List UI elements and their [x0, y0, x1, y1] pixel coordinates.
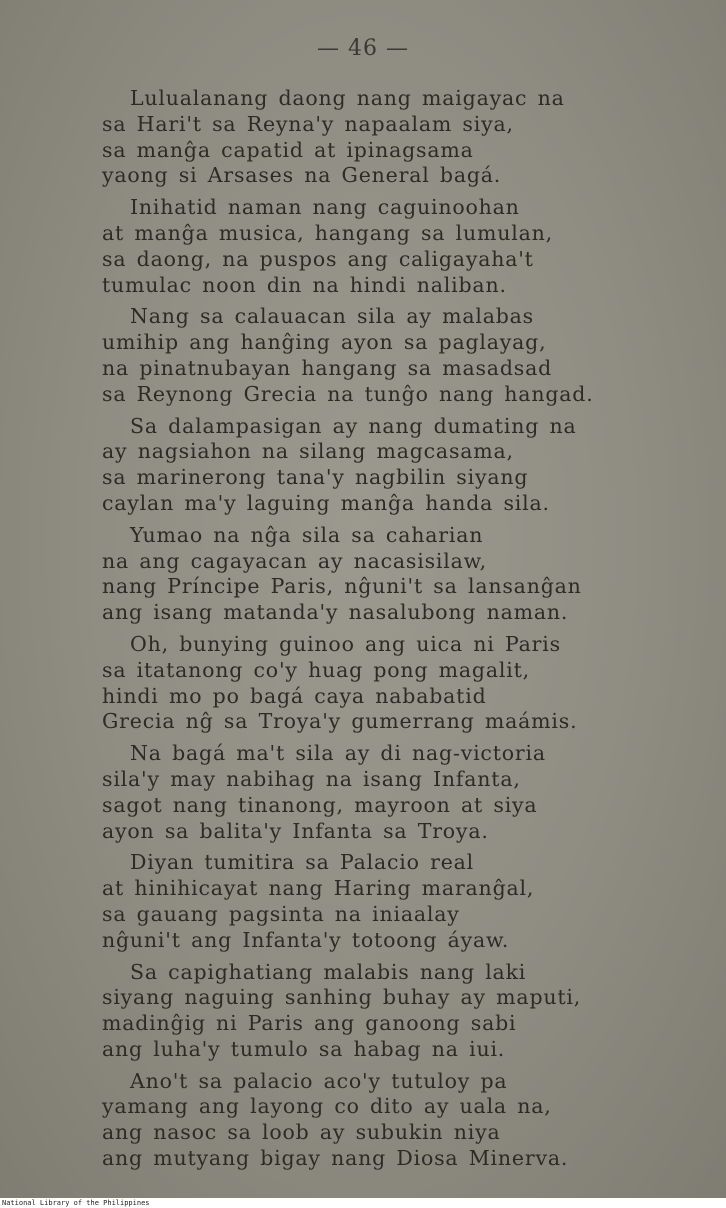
verse-line: Lulualanang daong nang maigayac na [130, 86, 565, 110]
verse-line: Sa capighatiang malabis nang laki [130, 959, 527, 984]
verse-line: nĝuni't ang Infanta'y totoong áyaw. [102, 927, 510, 952]
stanza [102, 741, 662, 844]
verse-line: sagot nang tinanong, mayroon at siya [102, 792, 538, 817]
verse-line: Diyan tumitira sa Palacio real [130, 850, 475, 875]
verse-line: ang luha'y tumulo sa habag na iui. [102, 1036, 506, 1061]
verse-line: ang isang matanda'y nasalubong naman. [102, 600, 569, 625]
footer-bar [0, 1199, 726, 1208]
verse-line: yaong si Arsases na General bagá. [102, 163, 502, 188]
verse-line: na ang cagayacan ay nacasisilaw, [102, 548, 487, 573]
verse-line: sa daong, na puspos ang caligayaha't [102, 246, 534, 271]
verse-line: umihip ang hanĝing ayon sa paglayag, [102, 330, 547, 355]
stanza [102, 632, 662, 735]
verse-line: caylan ma'y laguing manĝa handa sila. [102, 490, 550, 515]
verse-line: sa gauang pagsinta na iniaalay [102, 901, 460, 926]
stanza [102, 414, 662, 517]
footer-attribution: National Library of the Philippines [2, 1199, 150, 1207]
stanza [102, 960, 662, 1063]
verse-line: sa itatanong co'y huag pong magalit, [102, 657, 530, 682]
verse-line: sila'y may nabihag na isang Infanta, [102, 766, 521, 791]
verse-line: ang nasoc sa loob ay subukin niya [102, 1120, 501, 1145]
verse-line: sa marinerong tana'y nagbilin siyang [102, 465, 529, 490]
verse-line: madinĝig ni Paris ang ganoong sabi [102, 1011, 517, 1036]
verse-line: Sa dalampasigan ay nang dumating na [130, 413, 577, 438]
verse-line: siyang naguing sanhing buhay ay maputi, [102, 985, 582, 1010]
verse-line: at manĝa musica, hangang sa lumulan, [102, 220, 553, 245]
stanza [102, 195, 662, 298]
verse-line: ang mutyang bigay nang Diosa Minerva. [102, 1146, 569, 1171]
verse-line: yamang ang layong co dito ay uala na, [102, 1094, 552, 1119]
verse-line: tumulac noon din na hindi naliban. [102, 272, 507, 297]
verse-line: sa Hari't sa Reyna'y napaalam siya, [102, 111, 514, 136]
verse-line: sa Reynong Grecia na tunĝo nang hangad. [102, 381, 594, 406]
poem-body [102, 86, 662, 1178]
verse-line: Ano't sa palacio aco'y tutuloy pa [130, 1068, 508, 1093]
verse-line: Yumao na nĝa sila sa caharian [130, 522, 484, 547]
verse-line: hindi mo po bagá caya nababatid [102, 683, 487, 708]
verse-line: sa manĝa capatid at ipinagsama [102, 137, 474, 162]
verse-line: Grecia nĝ sa Troya'y gumerrang maámis. [102, 709, 578, 734]
stanza [102, 523, 662, 626]
verse-line: Oh, bunying guinoo ang uica ni Paris [130, 631, 561, 656]
stanza [102, 850, 662, 953]
verse-line: nang Príncipe Paris, nĝuni't sa lansanĝan [102, 574, 582, 599]
verse-line: ay nagsiahon na silang magcasama, [102, 439, 514, 464]
verse-line: Nang sa calauacan sila ay malabas [130, 304, 534, 329]
verse-line: ayon sa balita'y Infanta sa Troya. [102, 818, 489, 843]
stanza [102, 1069, 662, 1172]
verse-line: Na bagá ma't sila ay di nag-victoria [130, 741, 546, 766]
verse-line: at hinihicayat nang Haring maranĝal, [102, 876, 535, 901]
page-number: — 46 — [317, 36, 409, 61]
stanza [102, 86, 662, 189]
verse-line: Inihatid naman nang caguinoohan [130, 195, 520, 220]
stanza [102, 304, 662, 407]
verse-line: na pinatnubayan hangang sa masadsad [102, 355, 553, 380]
